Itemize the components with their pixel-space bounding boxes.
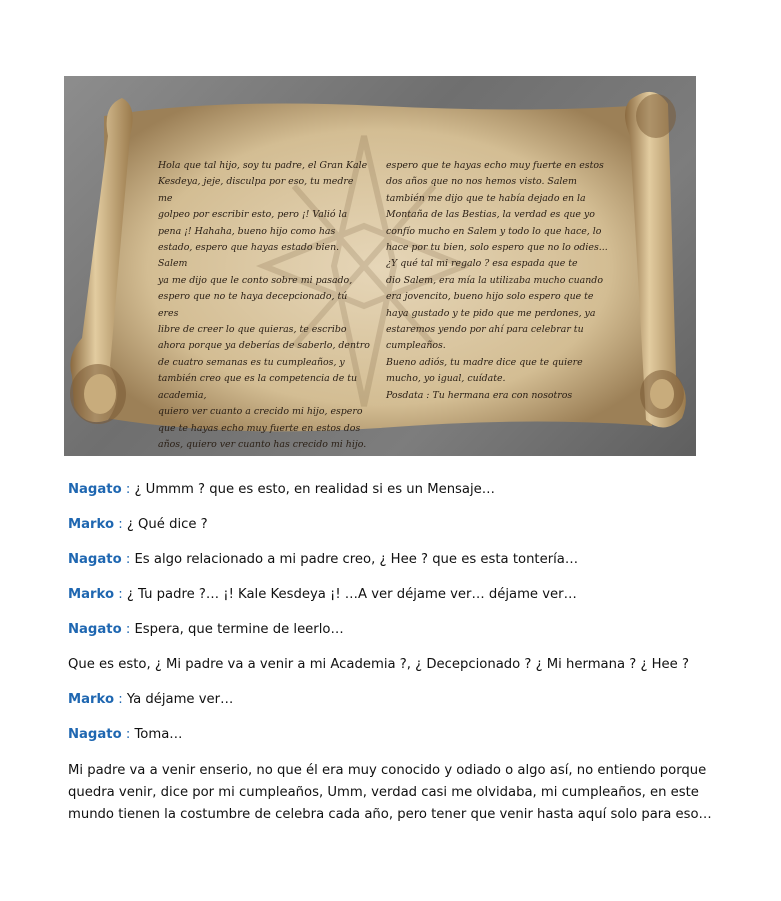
speaker-name: Nagato (68, 482, 122, 497)
scroll-illustration (64, 76, 696, 456)
line-text: ¿ Tu padre ?… ¡! Kale Kesdeya ¡! …A ver déjame ver… déjame ver… (122, 587, 577, 602)
dialogue-line (68, 514, 728, 536)
thought-line (68, 654, 728, 676)
dialogue-line (68, 584, 728, 606)
speaker-colon: : (114, 517, 123, 532)
line-text: Que es esto, ¿ Mi padre va a venir a mi Academia ?, ¿ Decepcionado ? ¿ Mi hermana ? ¿ Hee ? (68, 657, 689, 672)
line-text: Toma… (130, 727, 183, 742)
speaker-colon: : (121, 727, 131, 742)
speaker-name: Nagato (68, 727, 122, 742)
dialogue-line (68, 619, 728, 641)
speaker-name: Marko (68, 587, 115, 602)
narration-paragraph: Mi padre va a venir enserio, no que él era muy conocido y odiado o algo así, no entiendo porque quedra venir, dice por mi cumpleaños, Umm, verdad casi me olvidaba, mi cumpleaños, en este mundo tienen la costumbre de celebra cada año, pero tener que venir hasta aquí solo para eso… (68, 763, 712, 822)
speaker-name: Marko (68, 692, 115, 707)
line-text: Espera, que termine de leerlo… (130, 622, 344, 637)
dialogue-line (68, 689, 728, 711)
dialogue-line (68, 724, 728, 746)
line-text: Es algo relacionado a mi padre creo, ¿ Hee ? que es esta tontería… (130, 552, 579, 567)
speaker-name: Nagato (68, 622, 122, 637)
speaker-colon: : (114, 587, 123, 602)
speaker-colon: : (114, 692, 123, 707)
speaker-colon: : (121, 622, 131, 637)
line-text: Ya déjame ver… (122, 692, 234, 707)
speaker-colon: : (121, 552, 131, 567)
speaker-name: Nagato (68, 552, 122, 567)
dialogue-line (68, 549, 728, 571)
letter-right-column: espero que te hayas echo muy fuerte en estos dos años que no nos hemos visto. Salem también me dijo que te había dejado en la Montaña de las Bestias, la verdad es que yo confío mucho en Salem y todo lo que hace, lo hace por tu bien, solo espero que no lo odies... ¿Y qué tal mi regalo ? esa espada que te dio Salem, era mía la utilizaba mucho cuando era jovencito, bueno hijo solo espero que te haya gustado y te pido que me perdones, ya estaremos yendo por ahí para celebrar tu cumpleaños. Bueno adiós, tu madre dice que te quiere mucho, yo igual, cuídate. Posdata : Tu hermana era con nosotros (386, 160, 608, 401)
speaker-name: Marko (68, 517, 115, 532)
speaker-colon: : (121, 482, 131, 497)
line-text: ¿ Ummm ? que es esto, en realidad si es un Mensaje… (130, 482, 495, 497)
dialogue-line (68, 479, 728, 501)
line-text: ¿ Qué dice ? (122, 517, 208, 532)
letter-left-column: Hola que tal hijo, soy tu padre, el Gran Kale Kesdeya, jeje, disculpa por eso, tu medre me golpeo por escribir esto, pero ¡! Valió la pena ¡! Hahaha, bueno hijo como has estado, espero que hayas estado bien. Salem ya me dijo que le conto sobre mi pasado, espero que no te haya decepcionado, tú eres libre de creer lo que quieras, te escribo ahora porque ya deberías de saberlo, dentro de cuatro semanas es tu cumpleaños, y también creo que es la competencia de tu academia, quiero ver cuanto a crecido mi hijo, espero que te hayas echo muy fuerte en estos dos años, quiero ver cuanto has crecido mi hijo. (158, 160, 370, 450)
